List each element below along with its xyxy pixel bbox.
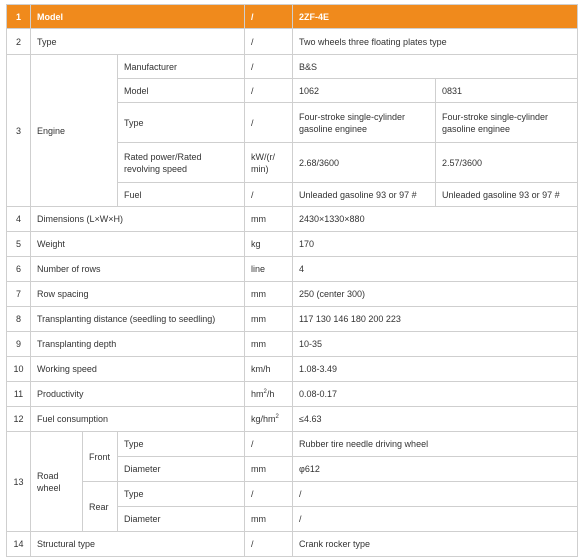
unit-cell: mm	[245, 507, 293, 532]
sub-param-label: Type	[118, 432, 245, 457]
table-row	[7, 532, 578, 557]
unit-cell: /	[245, 482, 293, 507]
value-cell: 170	[293, 232, 578, 257]
value-cell: Two wheels three floating plates type	[293, 29, 578, 55]
param-label: Productivity	[31, 382, 245, 407]
value-cell: ≤4.63	[293, 407, 578, 432]
value-cell: Rubber tire needle driving wheel	[293, 432, 578, 457]
param-label: Weight	[31, 232, 245, 257]
row-number: 1	[7, 5, 31, 29]
sub-param-label: Type	[118, 482, 245, 507]
header-label: Model	[31, 5, 245, 29]
unit-cell: /	[245, 103, 293, 143]
param-label: Structural type	[31, 532, 245, 557]
param-label: Working speed	[31, 357, 245, 382]
row-number: 6	[7, 257, 31, 282]
param-label: Fuel consumption	[31, 407, 245, 432]
header-model: 2ZF-4E	[293, 5, 578, 29]
unit-base: hm	[251, 389, 264, 399]
unit-cell: /	[245, 183, 293, 207]
sub-param-label: Type	[118, 103, 245, 143]
sub-group-label: Rear	[83, 482, 118, 532]
spec-table	[6, 4, 578, 557]
unit-cell: /	[245, 55, 293, 79]
row-number: 11	[7, 382, 31, 407]
sub-group-label: Front	[83, 432, 118, 482]
value-cell: 117 130 146 180 200 223	[293, 307, 578, 332]
param-label: Transplanting depth	[31, 332, 245, 357]
header-row	[7, 5, 578, 29]
value-cell: 2.57/3600	[436, 143, 578, 183]
value-cell: Unleaded gasoline 93 or 97 #	[436, 183, 578, 207]
row-number: 3	[7, 55, 31, 207]
unit-tail: /h	[266, 389, 275, 399]
value-cell: 1062	[293, 79, 436, 103]
sub-param-label: Manufacturer	[118, 55, 245, 79]
value-cell: 4	[293, 257, 578, 282]
row-number: 12	[7, 407, 31, 432]
row-number: 5	[7, 232, 31, 257]
value-cell: Four-stroke single-cylinder gasoline enginee	[436, 103, 578, 143]
sub-param-label: Diameter	[118, 457, 245, 482]
unit-cell	[245, 407, 293, 432]
row-number: 14	[7, 532, 31, 557]
unit-cell: /	[245, 532, 293, 557]
row-number: 7	[7, 282, 31, 307]
param-label: Type	[31, 29, 245, 55]
unit-cell: kW/(r/ min)	[245, 143, 293, 183]
value-cell: /	[293, 507, 578, 532]
value-cell: 0831	[436, 79, 578, 103]
unit-superscript: 2	[275, 414, 279, 420]
table-row	[7, 207, 578, 232]
unit-cell: line	[245, 257, 293, 282]
table-row	[7, 407, 578, 432]
value-cell: φ612	[293, 457, 578, 482]
value-cell: 2430×1330×880	[293, 207, 578, 232]
value-cell: B&S	[293, 55, 578, 79]
table-row	[7, 232, 578, 257]
value-cell: 0.08-0.17	[293, 382, 578, 407]
unit-cell: mm	[245, 307, 293, 332]
table-row	[7, 332, 578, 357]
sub-param-label: Diameter	[118, 507, 245, 532]
unit-cell: /	[245, 79, 293, 103]
row-number: 4	[7, 207, 31, 232]
param-label: Row spacing	[31, 282, 245, 307]
param-label: Dimensions (L×W×H)	[31, 207, 245, 232]
table-row	[7, 357, 578, 382]
row-number: 10	[7, 357, 31, 382]
param-label: Road wheel	[31, 432, 83, 532]
param-label: Transplanting distance (seedling to seedling)	[31, 307, 245, 332]
table-row	[7, 257, 578, 282]
row-number: 8	[7, 307, 31, 332]
param-label: Number of rows	[31, 257, 245, 282]
unit-cell: mm	[245, 282, 293, 307]
table-row	[7, 382, 578, 407]
value-cell: 250 (center 300)	[293, 282, 578, 307]
value-cell: 1.08-3.49	[293, 357, 578, 382]
unit-cell: mm	[245, 332, 293, 357]
table-row	[7, 432, 578, 457]
unit-base: kg/hm	[251, 414, 276, 424]
unit-superscript: 2	[263, 389, 267, 395]
value-cell: Crank rocker type	[293, 532, 578, 557]
table-row	[7, 29, 578, 55]
sub-param-label: Rated power/Rated revolving speed	[118, 143, 245, 183]
unit-cell: mm	[245, 207, 293, 232]
unit-cell: kg	[245, 232, 293, 257]
unit-cell: /	[245, 432, 293, 457]
value-cell: /	[293, 482, 578, 507]
unit-cell: /	[245, 29, 293, 55]
table-row	[7, 307, 578, 332]
value-cell: Unleaded gasoline 93 or 97 #	[293, 183, 436, 207]
table-row	[7, 55, 578, 79]
header-unit: /	[245, 5, 293, 29]
table-row	[7, 482, 578, 507]
param-label: Engine	[31, 55, 118, 207]
row-number: 2	[7, 29, 31, 55]
row-number: 13	[7, 432, 31, 532]
value-cell: Four-stroke single-cylinder gasoline enginee	[293, 103, 436, 143]
unit-cell: km/h	[245, 357, 293, 382]
table-row	[7, 282, 578, 307]
value-cell: 10-35	[293, 332, 578, 357]
row-number: 9	[7, 332, 31, 357]
unit-cell	[245, 382, 293, 407]
value-cell: 2.68/3600	[293, 143, 436, 183]
unit-cell: mm	[245, 457, 293, 482]
sub-param-label: Fuel	[118, 183, 245, 207]
sub-param-label: Model	[118, 79, 245, 103]
